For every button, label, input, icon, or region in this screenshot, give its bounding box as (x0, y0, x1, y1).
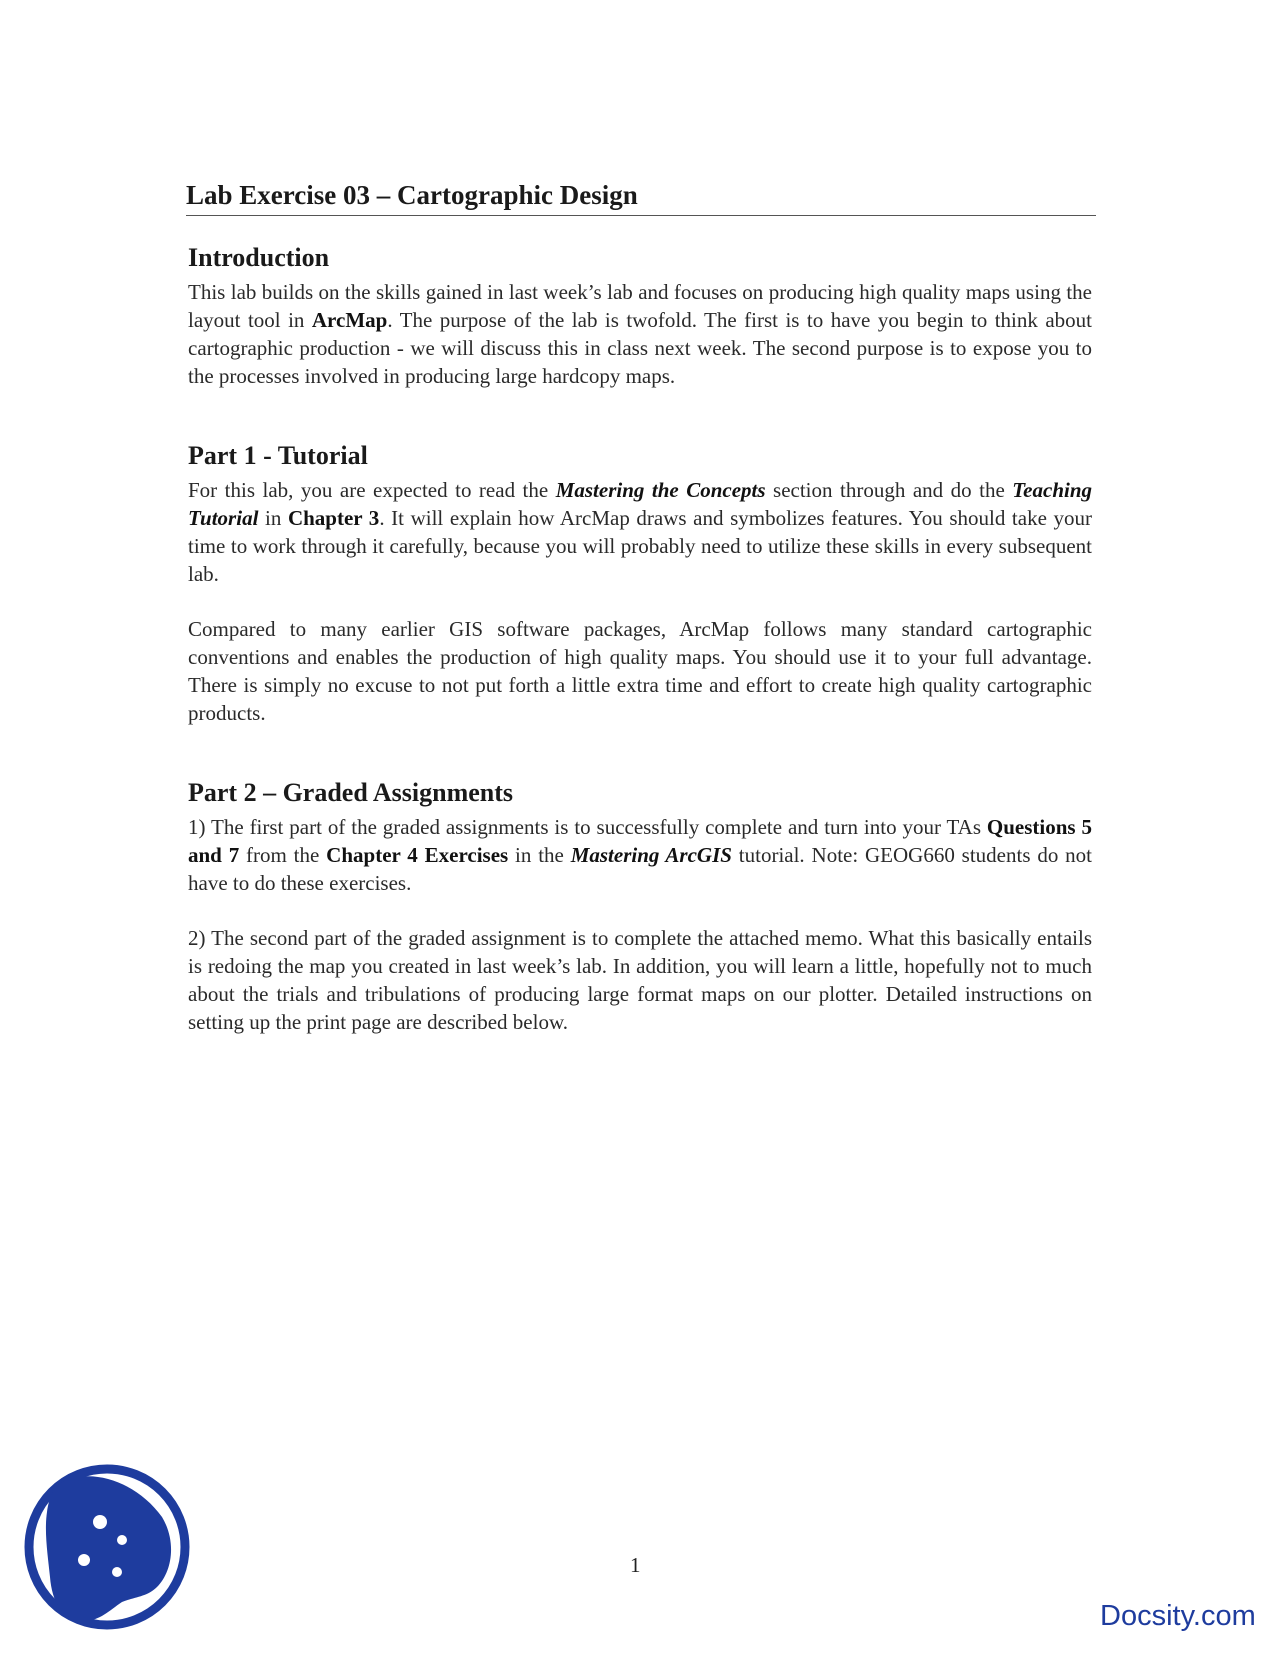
document-body (188, 180, 1092, 1036)
text-span: For this lab, you are expected to read the (188, 478, 556, 502)
intro-paragraph (188, 278, 1092, 390)
text-span: section through and do the (765, 478, 1013, 502)
bold-chapter-3: Chapter 3 (287, 506, 380, 530)
text-span: This lab builds on the skills gained in last week’s lab and focuses on producing high quality maps using the layout tool in (188, 280, 1092, 332)
part1-paragraph-1 (188, 476, 1092, 588)
page-number: 1 (630, 1553, 641, 1577)
text-span: tutorial. (731, 843, 805, 867)
bold-questions: Questions 5 and 7 (188, 815, 1092, 867)
note-text: Note: GEOG660 students do not have to do these exercises. (188, 843, 1092, 895)
emphasis-mastering-arcgis: Mastering ArcGIS (570, 843, 732, 867)
section-heading-introduction: Introduction (188, 243, 330, 272)
bold-chapter-4-exercises: Chapter 4 Exercises (326, 843, 509, 867)
page-title: Lab Exercise 03 – Cartographic Design (186, 180, 1096, 216)
text-span: from the (239, 843, 327, 867)
part2-paragraph-2: 2) The second part of the graded assignment is to complete the attached memo. What this basically entails is redoing the map you created in last week’s lab. In addition, you will learn a little, hopefully not to much about the trials and tribulations of producing large format maps on our plotter. Detailed instructions on setting up the print page are described below. (188, 926, 1092, 1034)
text-span: in (258, 506, 288, 530)
part2-paragraph-1 (188, 813, 1092, 897)
section-heading-part1: Part 1 - Tutorial (188, 441, 368, 470)
docsity-logo-icon[interactable] (22, 1462, 192, 1632)
text-span: . The purpose of the lab is twofold. The first is to have you begin to think about cartographic production - we will discuss this in class next week. The second purpose is to expose you to the processes involved in producing large hardcopy maps. (188, 308, 1092, 388)
emphasis-teaching-tutorial: Teaching Tutorial (188, 478, 1093, 530)
text-span: 1) The first part of the graded assignments is to successfully complete and turn into your TAs (188, 815, 987, 839)
docsity-watermark-link[interactable]: Docsity.com (1100, 1600, 1256, 1632)
part1-paragraph-2: Compared to many earlier GIS software packages, ArcMap follows many standard cartographic conventions and enables the production of high quality maps. You should use it to your full advantage. There is simply no excuse to not put forth a little extra time and effort to create high quality cartographic products. (188, 617, 1092, 725)
section-heading-part2: Part 2 – Graded Assignments (188, 778, 513, 807)
text-span: in the (508, 843, 571, 867)
bold-term-arcmap: ArcMap (311, 308, 388, 332)
text-span: . It will explain how ArcMap draws and symbolizes features. You should take your time to work through it carefully, because you will probably need to utilize these skills in every subsequent lab. (188, 506, 1092, 586)
emphasis-mastering-concepts: Mastering the Concepts (555, 478, 766, 502)
